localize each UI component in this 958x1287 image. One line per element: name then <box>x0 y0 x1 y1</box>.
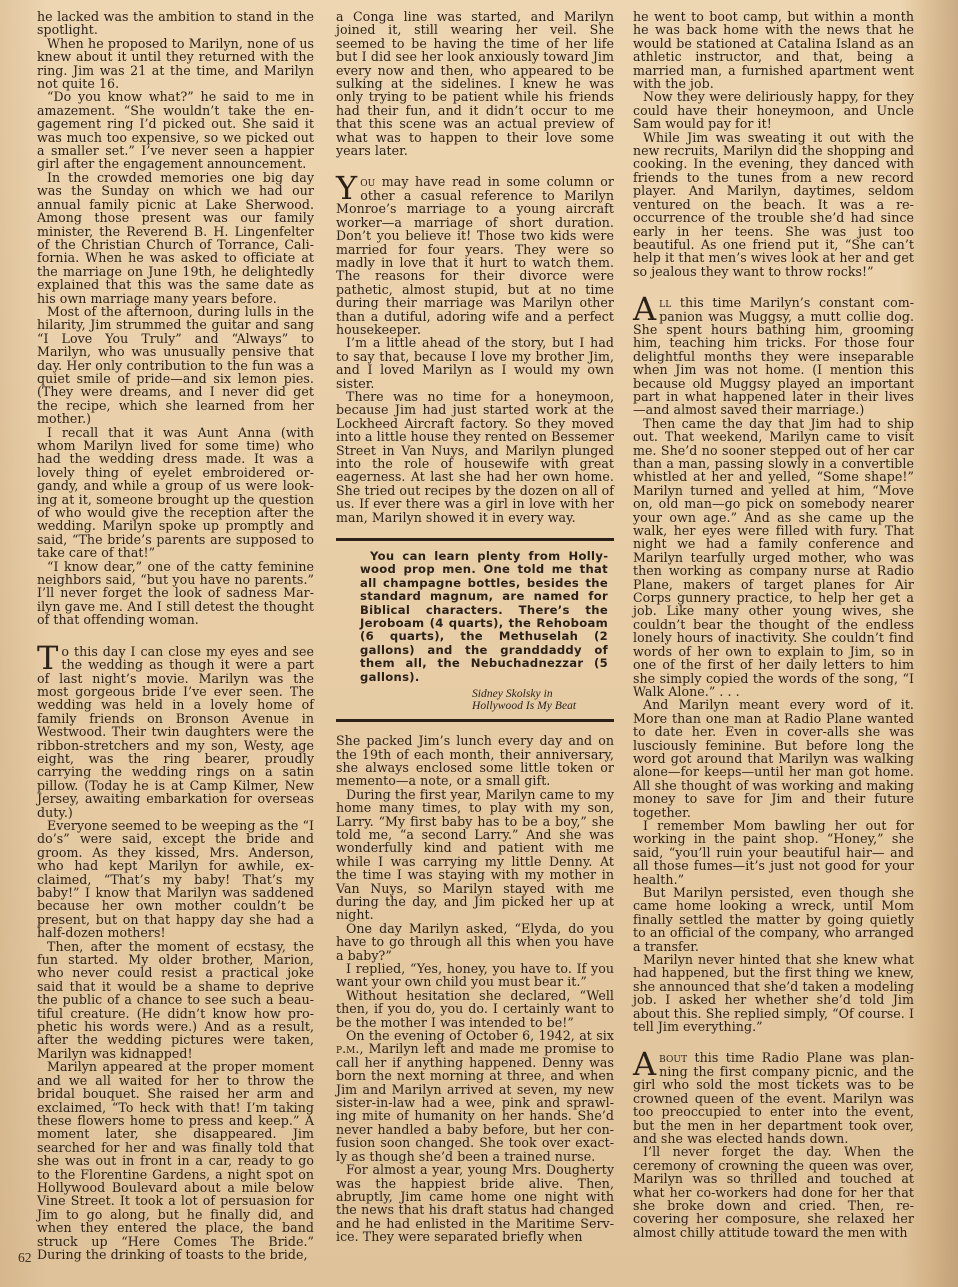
section-opening-paragraph <box>633 290 914 418</box>
credit-author: Sidney Skolsky in <box>472 688 553 701</box>
paragraph: he went to boot camp, but within a month he was back home with the news that he would be stationed at Catalina Island as an athletic instructor, and that, being a married man, a furnished apartment went with the job. <box>633 9 914 92</box>
time-abbreviation: p.m. <box>336 1041 360 1057</box>
paragraph: I’m a little ahead of the story, but I had to say that, because I love my brother Jim, and I loved Marilyn as I would my own sister. <box>336 335 614 391</box>
paragraph: I’ll never forget the day. When the ceremony of crowning the queen was over, Marilyn was so thrilled and touched at what her co-workers had done for her that she broke down and cried. Then, recovering her composure, she relaxed her almost chilly attitude toward the men with <box>633 1144 914 1240</box>
credit-source: Hollywood Is My Beat <box>472 700 577 713</box>
drop-cap: Y <box>336 169 358 208</box>
drop-cap-lead: o <box>61 643 70 659</box>
column-2 <box>336 10 614 1244</box>
paragraph: There was no time for a honeymoon, because Jim had just started work at the Lockheed Aircraft factory. So they moved into a little house they rented on Bessemer Street in Van Nuys, and Marilyn plunged into the role of housewife with great eagerness. At last she had her own home. She tried out recipes by the dozen on all of us. If ever there was a girl in love with her man, Marilyn showed it in every way. <box>336 388 614 525</box>
section-opening-paragraph <box>633 1045 914 1146</box>
drop-cap-lead: ll <box>659 295 672 311</box>
drop-cap: T <box>37 638 59 677</box>
paragraph-text: may have read in some column or other a casual reference to Marilyn Monroe’s marriage to a young aircraft worker—a marriage of short duration. Don’t you believe it! Those two kids were married for four years. They were so madly in love that it hurt to watch them. The reasons for their divorce were pathetic, almost stupid, but at no time during their marriage was Marilyn other than a dutiful, adoring wife and a perfect housekeeper. <box>336 174 614 337</box>
paragraph-text: this time Marilyn’s constant companion was Muggsy, a mutt collie dog. She spent hours bathing him, grooming him, teaching him tricks. For those four delightful months they were inseparable when Jim was not home. (I mention this because old Muggsy played an important part in what happened later in their lives —and almost saved their marriage.) <box>633 295 914 418</box>
drop-cap-lead: bout <box>659 1050 688 1066</box>
paragraph: “I know dear,” one of the catty feminine neighbors said, “but you have no parents.” I’ll never forget the look of sadness Marilyn gave me. And I still detest the thought of that offending woman. <box>37 558 314 628</box>
paragraph-text: this day I can close my eyes and see the wedding as though it were a part of last night’s movie. Marilyn was the most gorgeous bride I’ve ever seen. The wedding was held in a lovely home of family friends on Bronson Avenue in Westwood. Their twin daughters were the ribbon-stretchers and my son, Westy, age eight, was the ring bearer, proudly carrying the wedding rings on a satin pillow. (Today he is at Camp Kilmer, New Jersey, awaiting embarkation for overseas duty.) <box>37 643 314 820</box>
paragraph: She packed Jim’s lunch every day and on the 19th of each month, their anniversary, she always enclosed some little token or memento—a note, or a small gift. <box>336 733 614 789</box>
paragraph: a Conga line was started, and Marilyn joined it, still wearing her veil. She seemed to be having the time of her life but I did see her look anxiously toward Jim every now and then, who appeared to be sulking at the sidelines. I knew he was only trying to be patient while his friends had their fun, and it didn’t occur to me that this scene was an actual preview of what was to happen to their love some years later. <box>336 9 614 159</box>
paragraph: Marilyn never hinted that she knew what had happened, but the first thing we knew, she announced that she’d taken a modeling job. I asked her whether she’d told Jim about this. She replied simply, “Of course. I tell Jim everything.” <box>633 952 914 1035</box>
sidebar-quote-credit <box>472 688 608 712</box>
paragraph: While Jim was sweating it out with the new recruits, Marilyn did the shopping and cooking. In the evening, they danced with friends to the tunes from a new record player. And Marilyn, daytimes, seldom ventured on the beach. It was a re-occurrence of the trouble she’d had since early in her teens. She was just too beautiful. As one friend put it, “She can’t help it that men’s wives look at her and get so jealous they want to throw rocks!” <box>633 129 914 279</box>
page-number: 62 <box>18 1250 32 1265</box>
quote-sidebar-box <box>336 538 614 722</box>
paragraph: I remember Mom bawling her out for working in the paint shop. “Honey,” she said, “you’ll ruin your beautiful hair— and all those fumes—it’s just not good for your health.” <box>633 817 914 887</box>
paragraph: Then came the day that Jim had to ship out. That weekend, Marilyn came to visit me. She’d no sooner stepped out of her car than a man, passing slowly in a convertible whistled at her and yelled, “Some shape!” Marilyn turned and yelled at him, “Move on, old man—go pick on somebody nearer your own age.” And as she came up the walk, her eyes were filled with fury. That night we had a family conference and Marilyn tearfully urged mother, who was then working as company nurse at Radio Plane, makers of target planes for Air Corps gunnery practice, to help her get a job. Like many other young wives, she couldn’t bear the thought of the endless lonely hours of inactivity. She couldn’t find words of her own to explain to Jim, so in one of the first of her daily letters to him she simply copied the words of the song, “I Walk Alone.” . . . <box>633 415 914 699</box>
paragraph-text: , Marilyn left and made me promise to call her if anything happened. Denny was born the next morning at three, and when Jim and Marilyn arrived at seven, my new sister-in-law had a wee, pink and sprawling mite of humanity on her hands. She’d never handled a baby before, but her confusion soon changed. She took over exactly as though she’d been a trained nurse. <box>336 1041 614 1164</box>
column-1 <box>37 10 314 1261</box>
paragraph: And Marilyn meant every word of it. More than one man at Radio Plane wanted to date her. Even in cover-alls she was lusciously feminine. But before long the word got around that Marilyn was walking alone—for keeps—until her man got home. All she thought of was working and making money to save for Jim and their future together. <box>633 697 914 820</box>
paragraph: In the crowded memories one big day was the Sunday on which we had our annual family picnic at Lake Sherwood. Among those present was our family minister, the Reverend B. H. Lingenfelter of the Christian Church of Torrance, California. When he was asked to officiate at the marriage on June 19th, he delightedly explained that this was the same date as his own marriage many years before. <box>37 169 314 306</box>
paragraph: Most of the afternoon, during lulls in the hilarity, Jim strummed the guitar and sang “I Love You Truly” and “Always” to Marilyn, who was unusually pensive that day. Her only contribution to the fun was a quiet smile of pride—and six lemon pies. (They were dreams, and I never did get the recipe, which she learned from her mother.) <box>37 303 314 427</box>
paragraph: For almost a year, young Mrs. Dougherty was the happiest bride alive. Then, abruptly, Jim came home one night with the news that his draft status had changed and he had enlisted in the Maritime Service. They were separated briefly when <box>336 1162 614 1245</box>
paragraph: I replied, “Yes, honey, you have to. If you want your own child you must bear it.” <box>336 961 614 990</box>
paragraph: Everyone seemed to be weeping as the “I do’s” were said, except the bride and groom. As they kissed, Mrs. Anderson, who had kept Marilyn for awhile, exclaimed, “That’s my baby! That’s my baby!” I know that Marilyn was saddened because her own mother couldn’t be present, but on that happy day she had a half-dozen mothers! <box>37 817 314 941</box>
section-opening-paragraph <box>37 638 314 820</box>
sidebar-quote-text: You can learn plenty from Hollywood prop men. One told me that all champagne bottles, besides the standard magnum, are named for Biblical characters. There’s the Jeroboam (4 quarts), the Rehoboam (6 quarts), the Methuselah (2 gallons) and the granddaddy of them all, the Nebuchadnezzar (5 gallons). <box>360 549 608 684</box>
paragraph: When he proposed to Marilyn, none of us knew about it until they returned with the ring. Jim was 21 at the time, and Marilyn not quite 16. <box>37 35 314 92</box>
paragraph: I recall that it was Aunt Anna (with whom Marilyn lived for some time) who had the wedding dress made. It was a lovely thing of eyelet embroidered organdy, and while a group of us were looking at it, someone brought up the question of who would give the reception after the wedding. Marilyn spoke up promptly and said, “The bride’s parents are supposed to take care of that!” <box>37 424 314 561</box>
column-3 <box>633 10 914 1239</box>
paragraph: Then, after the moment of ecstasy, the fun started. My older brother, Marion, who never could resist a practical joke said that it would be a shame to deprive the public of a chance to see such a beautiful creature. (He didn’t know how prophetic his words were.) And as a result, after the wedding pictures were taken, Marilyn was kidnapped! <box>37 938 314 1061</box>
drop-cap: A <box>633 1045 657 1084</box>
paragraph <box>336 1029 614 1163</box>
paragraph: Without hesitation she declared, “Well then, if you do, you do. I certainly want to be the mother I was intended to be!” <box>336 987 614 1030</box>
section-opening-paragraph <box>336 169 614 337</box>
paragraph: “Do you know what?” he said to me in amazement. “She wouldn’t take the engagement ring I’d picked out. She said it was much too expensive, so we picked out a smaller set.” I’ve never seen a happier girl after the engagement announcement. <box>37 89 314 172</box>
paragraph-text: this time Radio Plane was planning the first company picnic, and the girl who sold the most tickets was to be crowned queen of the event. Marilyn was too preoccupied to enter into the event, but the men in her department took over, and she was elected hands down. <box>633 1050 914 1146</box>
paragraph: But Marilyn persisted, even though she came home looking a wreck, until Mom finally settled the matter by going quietly to an official of the company, who arranged a transfer. <box>633 885 914 954</box>
paragraph: Now they were deliriously happy, for they could have their honeymoon, and Uncle Sam would pay for it! <box>633 89 914 132</box>
paragraph: he lacked was the ambition to stand in the spotlight. <box>37 9 314 38</box>
drop-cap-lead: ou <box>360 174 376 190</box>
paragraph: Marilyn appeared at the proper moment and we all waited for her to throw the bridal bouquet. She raised her arm and exclaimed, “To heck with that! I’m taking these flowers home to press and keep.” A moment later, she disappeared. Jim searched for her and was finally told that she was out in front in a car, ready to go to the Florentine Gardens, a night spot on Hollywood Boulevard about a mile below Vine Street. It took a lot of persuasion for Jim to go along, but he finally did, and when they entered the place, the band struck up “Here Comes The Bride.” During the drinking of toasts to the bride, <box>37 1059 314 1262</box>
drop-cap: A <box>633 290 657 329</box>
paragraph: During the first year, Marilyn came to my home many times, to play with my son, Larry. “My first baby has to be a boy,” she told me, “a second Larry.” And she was wonderfully kind and patient with me while I was carrying my little Denny. At the time I was staying with my mother in Van Nuys, so Marilyn stayed with me during the day, and Jim picked her up at night. <box>336 786 614 923</box>
paragraph: One day Marilyn asked, “Elyda, do you have to go through all this when you have a baby?” <box>336 920 614 963</box>
paragraph-text: On the evening of October 6, 1942, at six <box>346 1028 614 1044</box>
